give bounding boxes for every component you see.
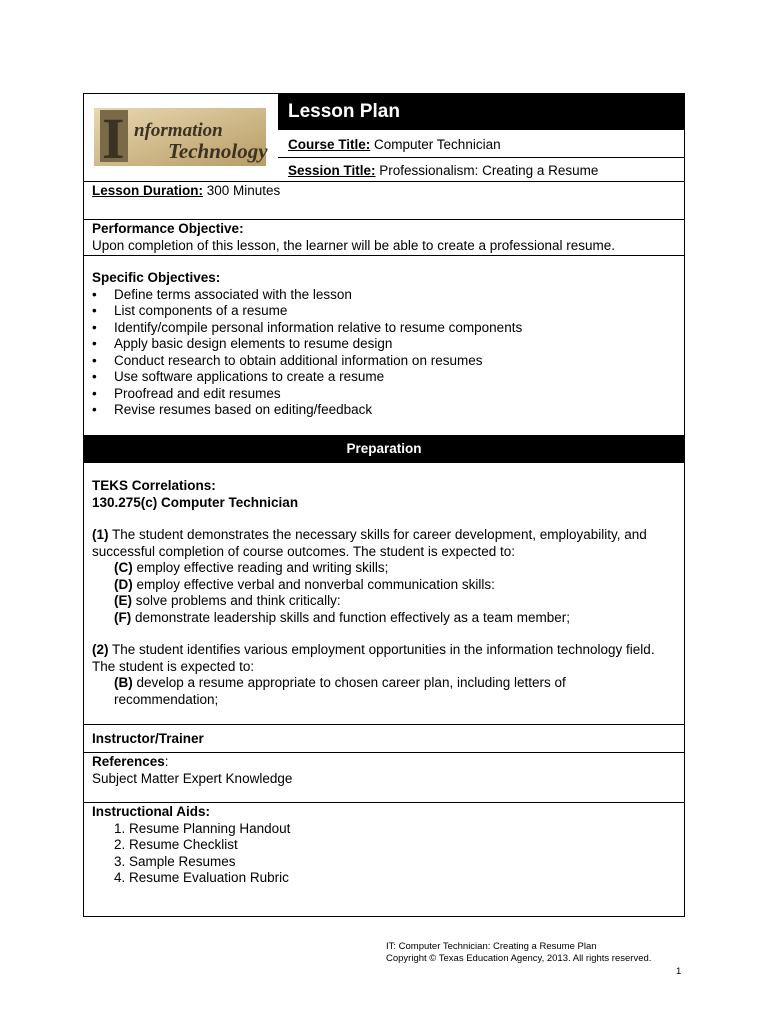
duration-row <box>84 182 684 220</box>
performance-row <box>84 220 684 256</box>
references-row <box>84 753 684 803</box>
teks-p1-text: The student demonstrates the necessary skills for career development, employability, and successful completion of course outcomes. The student is expected to: <box>92 527 647 559</box>
instructor-label: Instructor/Trainer <box>92 731 204 746</box>
teks-item-text: employ effective reading and writing skills; <box>132 560 389 575</box>
page-number: 1 <box>676 966 682 977</box>
list-item: 3. Sample Resumes <box>114 853 236 869</box>
logo-line2: Technology <box>168 139 268 163</box>
teks-item <box>92 675 676 708</box>
list-item: 2. Resume Checklist <box>114 837 238 852</box>
teks-paragraph-2 <box>92 642 676 675</box>
list-item: • Apply basic design elements to resume design <box>92 336 676 353</box>
list-item: • Use software applications to create a resume <box>92 369 676 386</box>
teks-item <box>92 610 676 627</box>
teks-item-key: (C) <box>114 560 133 575</box>
footer-copyright: Copyright © Texas Education Agency, 2013. All rights reserved. <box>386 953 652 964</box>
course-title-value: Computer Technician <box>370 137 501 152</box>
header-row <box>84 94 684 182</box>
list-item: • Proofread and edit resumes <box>92 386 676 403</box>
specific-list <box>92 287 676 419</box>
teks-item-key: (E) <box>114 593 132 608</box>
lesson-plan-table <box>83 93 685 917</box>
references-label: References <box>92 754 165 769</box>
teks-item <box>92 593 676 610</box>
list-item: • Revise resumes based on editing/feedback <box>92 402 676 419</box>
specific-label: Specific Objectives: <box>92 270 221 285</box>
specific-row <box>84 256 684 435</box>
references-heading <box>92 754 676 771</box>
duration-label: Lesson Duration: <box>92 183 204 198</box>
instructor-row <box>84 725 684 753</box>
list-item: • Define terms associated with the lesson <box>92 287 676 304</box>
teks-row <box>84 463 684 725</box>
teks-item-key: (D) <box>114 576 133 592</box>
list-item: • Conduct research to obtain additional information on resumes <box>92 353 676 370</box>
teks-item-text: solve problems and think critically: <box>132 593 341 608</box>
teks-p2-num: (2) <box>92 642 109 657</box>
duration-value: 300 Minutes <box>203 183 281 198</box>
performance-label: Performance Objective: <box>92 221 244 236</box>
course-title-label: Course Title: <box>288 137 371 152</box>
footer <box>386 941 651 965</box>
list-item: 4. Resume Evaluation Rubric <box>114 870 289 885</box>
preparation-header: Preparation <box>84 435 684 463</box>
page-title: Lesson Plan <box>278 94 684 129</box>
footer-line1: IT: Computer Technician: Creating a Resume Plan <box>386 941 597 952</box>
references-colon: : <box>164 754 169 769</box>
teks-item <box>92 560 676 577</box>
performance-text: Upon completion of this lesson, the learner will be able to create a professional resume. <box>92 237 616 253</box>
teks-item-key: (B) <box>114 675 133 690</box>
teks-item-text: demonstrate leadership skills and function effectively as a team member; <box>131 609 570 625</box>
teks-p2-text: The student identifies various employment opportunities in the information technology field. The student is expected to: <box>92 642 655 674</box>
session-title-value: Professionalism: Creating a Resume <box>375 163 599 178</box>
session-title-label: Session Title: <box>288 163 376 178</box>
logo-line1: nformation <box>134 120 223 141</box>
teks-p1-num: (1) <box>92 527 109 542</box>
aids-list <box>92 821 676 887</box>
list-item: • List components of a resume <box>92 303 676 320</box>
teks-item-key: (F) <box>114 609 132 625</box>
teks-item <box>92 577 676 594</box>
teks-label: TEKS Correlations: <box>92 478 216 493</box>
logo-letter: I <box>102 106 125 171</box>
teks-item-text: employ effective verbal and nonverbal communication skills: <box>132 576 495 592</box>
references-text: Subject Matter Expert Knowledge <box>92 770 293 786</box>
teks-paragraph-1 <box>92 527 676 560</box>
teks-code: 130.275(c) Computer Technician <box>92 494 299 510</box>
list-item: • Identify/compile personal information relative to resume components <box>92 320 676 337</box>
aids-row <box>84 803 684 916</box>
teks-item-text: develop a resume appropriate to chosen career plan, including letters of recommendation; <box>114 675 566 707</box>
list-item: 1. Resume Planning Handout <box>114 820 291 836</box>
aids-label: Instructional Aids: <box>92 804 211 819</box>
